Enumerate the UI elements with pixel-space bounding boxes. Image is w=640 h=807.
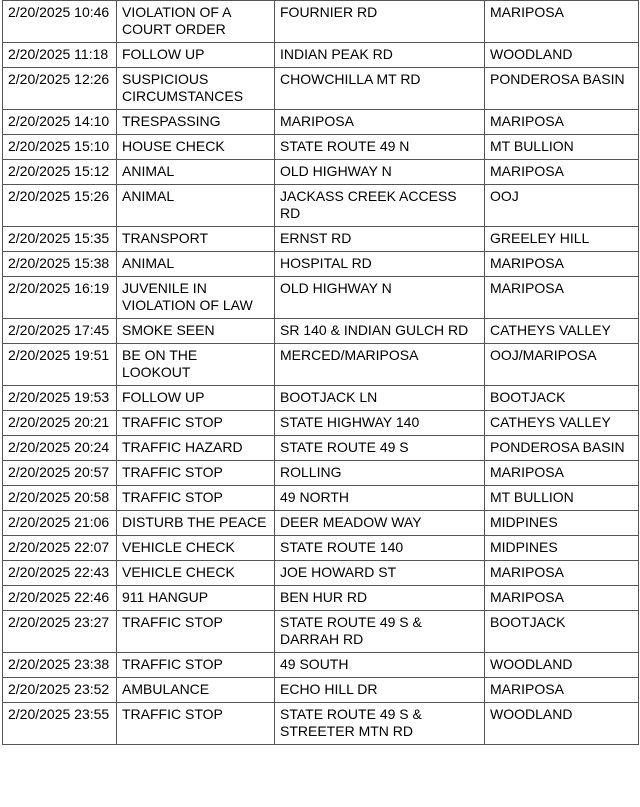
datetime-cell: 2/20/2025 15:12	[3, 160, 117, 185]
area-cell: MT BULLION	[485, 135, 639, 160]
call-type-cell: ANIMAL	[117, 252, 275, 277]
datetime-cell: 2/20/2025 21:06	[3, 511, 117, 536]
datetime-cell: 2/20/2025 23:27	[3, 611, 117, 653]
call-type-cell: FOLLOW UP	[117, 43, 275, 68]
incident-log-body	[3, 1, 639, 745]
location-cell: BEN HUR RD	[275, 586, 485, 611]
location-cell: HOSPITAL RD	[275, 252, 485, 277]
call-type-cell: BE ON THE LOOKOUT	[117, 344, 275, 386]
table-row	[3, 227, 639, 252]
table-row	[3, 68, 639, 110]
area-cell: WOODLAND	[485, 43, 639, 68]
area-cell: OOJ	[485, 185, 639, 227]
table-row	[3, 43, 639, 68]
area-cell: MARIPOSA	[485, 1, 639, 43]
area-cell: MARIPOSA	[485, 277, 639, 319]
call-type-cell: VIOLATION OF A COURT ORDER	[117, 1, 275, 43]
call-type-cell: 911 HANGUP	[117, 586, 275, 611]
location-cell: STATE ROUTE 49 S	[275, 436, 485, 461]
table-row	[3, 511, 639, 536]
location-cell: JOE HOWARD ST	[275, 561, 485, 586]
area-cell: WOODLAND	[485, 703, 639, 745]
datetime-cell: 2/20/2025 20:57	[3, 461, 117, 486]
call-type-cell: TRAFFIC STOP	[117, 653, 275, 678]
call-type-cell: SMOKE SEEN	[117, 319, 275, 344]
area-cell: MIDPINES	[485, 536, 639, 561]
datetime-cell: 2/20/2025 19:51	[3, 344, 117, 386]
datetime-cell: 2/20/2025 12:26	[3, 68, 117, 110]
area-cell: OOJ/MARIPOSA	[485, 344, 639, 386]
table-row	[3, 160, 639, 185]
table-row	[3, 536, 639, 561]
location-cell: 49 NORTH	[275, 486, 485, 511]
table-row	[3, 461, 639, 486]
table-row	[3, 411, 639, 436]
call-type-cell: DISTURB THE PEACE	[117, 511, 275, 536]
location-cell: STATE HIGHWAY 140	[275, 411, 485, 436]
call-type-cell: HOUSE CHECK	[117, 135, 275, 160]
location-cell: BOOTJACK LN	[275, 386, 485, 411]
datetime-cell: 2/20/2025 16:19	[3, 277, 117, 319]
datetime-cell: 2/20/2025 23:55	[3, 703, 117, 745]
table-row	[3, 1, 639, 43]
location-cell: OLD HIGHWAY N	[275, 160, 485, 185]
table-row	[3, 252, 639, 277]
area-cell: MARIPOSA	[485, 110, 639, 135]
datetime-cell: 2/20/2025 15:10	[3, 135, 117, 160]
location-cell: ERNST RD	[275, 227, 485, 252]
incident-log-table	[2, 0, 639, 745]
table-row	[3, 678, 639, 703]
call-type-cell: VEHICLE CHECK	[117, 561, 275, 586]
datetime-cell: 2/20/2025 15:38	[3, 252, 117, 277]
area-cell: BOOTJACK	[485, 611, 639, 653]
datetime-cell: 2/20/2025 20:24	[3, 436, 117, 461]
call-type-cell: AMBULANCE	[117, 678, 275, 703]
area-cell: MT BULLION	[485, 486, 639, 511]
call-type-cell: ANIMAL	[117, 160, 275, 185]
datetime-cell: 2/20/2025 22:43	[3, 561, 117, 586]
location-cell: STATE ROUTE 49 S & STREETER MTN RD	[275, 703, 485, 745]
area-cell: MARIPOSA	[485, 461, 639, 486]
datetime-cell: 2/20/2025 22:46	[3, 586, 117, 611]
table-row	[3, 344, 639, 386]
table-row	[3, 703, 639, 745]
call-type-cell: TRESPASSING	[117, 110, 275, 135]
area-cell: MARIPOSA	[485, 160, 639, 185]
table-row	[3, 277, 639, 319]
location-cell: ECHO HILL DR	[275, 678, 485, 703]
call-type-cell: SUSPICIOUS CIRCUMSTANCES	[117, 68, 275, 110]
location-cell: JACKASS CREEK ACCESS RD	[275, 185, 485, 227]
call-type-cell: TRAFFIC STOP	[117, 486, 275, 511]
table-row	[3, 135, 639, 160]
table-row	[3, 486, 639, 511]
datetime-cell: 2/20/2025 20:21	[3, 411, 117, 436]
location-cell: MARIPOSA	[275, 110, 485, 135]
call-type-cell: TRAFFIC STOP	[117, 461, 275, 486]
area-cell: MARIPOSA	[485, 678, 639, 703]
location-cell: STATE ROUTE 49 N	[275, 135, 485, 160]
call-type-cell: JUVENILE IN VIOLATION OF LAW	[117, 277, 275, 319]
location-cell: OLD HIGHWAY N	[275, 277, 485, 319]
area-cell: PONDEROSA BASIN	[485, 68, 639, 110]
table-row	[3, 561, 639, 586]
location-cell: DEER MEADOW WAY	[275, 511, 485, 536]
location-cell: FOURNIER RD	[275, 1, 485, 43]
area-cell: PONDEROSA BASIN	[485, 436, 639, 461]
call-type-cell: TRAFFIC STOP	[117, 703, 275, 745]
area-cell: BOOTJACK	[485, 386, 639, 411]
area-cell: MARIPOSA	[485, 586, 639, 611]
datetime-cell: 2/20/2025 22:07	[3, 536, 117, 561]
location-cell: INDIAN PEAK RD	[275, 43, 485, 68]
area-cell: GREELEY HILL	[485, 227, 639, 252]
call-type-cell: VEHICLE CHECK	[117, 536, 275, 561]
location-cell: 49 SOUTH	[275, 653, 485, 678]
area-cell: MIDPINES	[485, 511, 639, 536]
area-cell: CATHEYS VALLEY	[485, 411, 639, 436]
location-cell: STATE ROUTE 49 S & DARRAH RD	[275, 611, 485, 653]
location-cell: MERCED/MARIPOSA	[275, 344, 485, 386]
area-cell: MARIPOSA	[485, 252, 639, 277]
location-cell: CHOWCHILLA MT RD	[275, 68, 485, 110]
datetime-cell: 2/20/2025 19:53	[3, 386, 117, 411]
area-cell: WOODLAND	[485, 653, 639, 678]
datetime-cell: 2/20/2025 15:26	[3, 185, 117, 227]
datetime-cell: 2/20/2025 11:18	[3, 43, 117, 68]
table-row	[3, 653, 639, 678]
datetime-cell: 2/20/2025 17:45	[3, 319, 117, 344]
call-type-cell: ANIMAL	[117, 185, 275, 227]
datetime-cell: 2/20/2025 23:38	[3, 653, 117, 678]
call-type-cell: TRANSPORT	[117, 227, 275, 252]
table-row	[3, 586, 639, 611]
datetime-cell: 2/20/2025 20:58	[3, 486, 117, 511]
location-cell: SR 140 & INDIAN GULCH RD	[275, 319, 485, 344]
table-row	[3, 319, 639, 344]
area-cell: CATHEYS VALLEY	[485, 319, 639, 344]
datetime-cell: 2/20/2025 14:10	[3, 110, 117, 135]
area-cell: MARIPOSA	[485, 561, 639, 586]
table-row	[3, 611, 639, 653]
call-type-cell: FOLLOW UP	[117, 386, 275, 411]
table-row	[3, 110, 639, 135]
datetime-cell: 2/20/2025 23:52	[3, 678, 117, 703]
datetime-cell: 2/20/2025 15:35	[3, 227, 117, 252]
datetime-cell: 2/20/2025 10:46	[3, 1, 117, 43]
location-cell: STATE ROUTE 140	[275, 536, 485, 561]
table-row	[3, 185, 639, 227]
location-cell: ROLLING	[275, 461, 485, 486]
table-row	[3, 436, 639, 461]
call-type-cell: TRAFFIC HAZARD	[117, 436, 275, 461]
call-type-cell: TRAFFIC STOP	[117, 611, 275, 653]
call-type-cell: TRAFFIC STOP	[117, 411, 275, 436]
table-row	[3, 386, 639, 411]
